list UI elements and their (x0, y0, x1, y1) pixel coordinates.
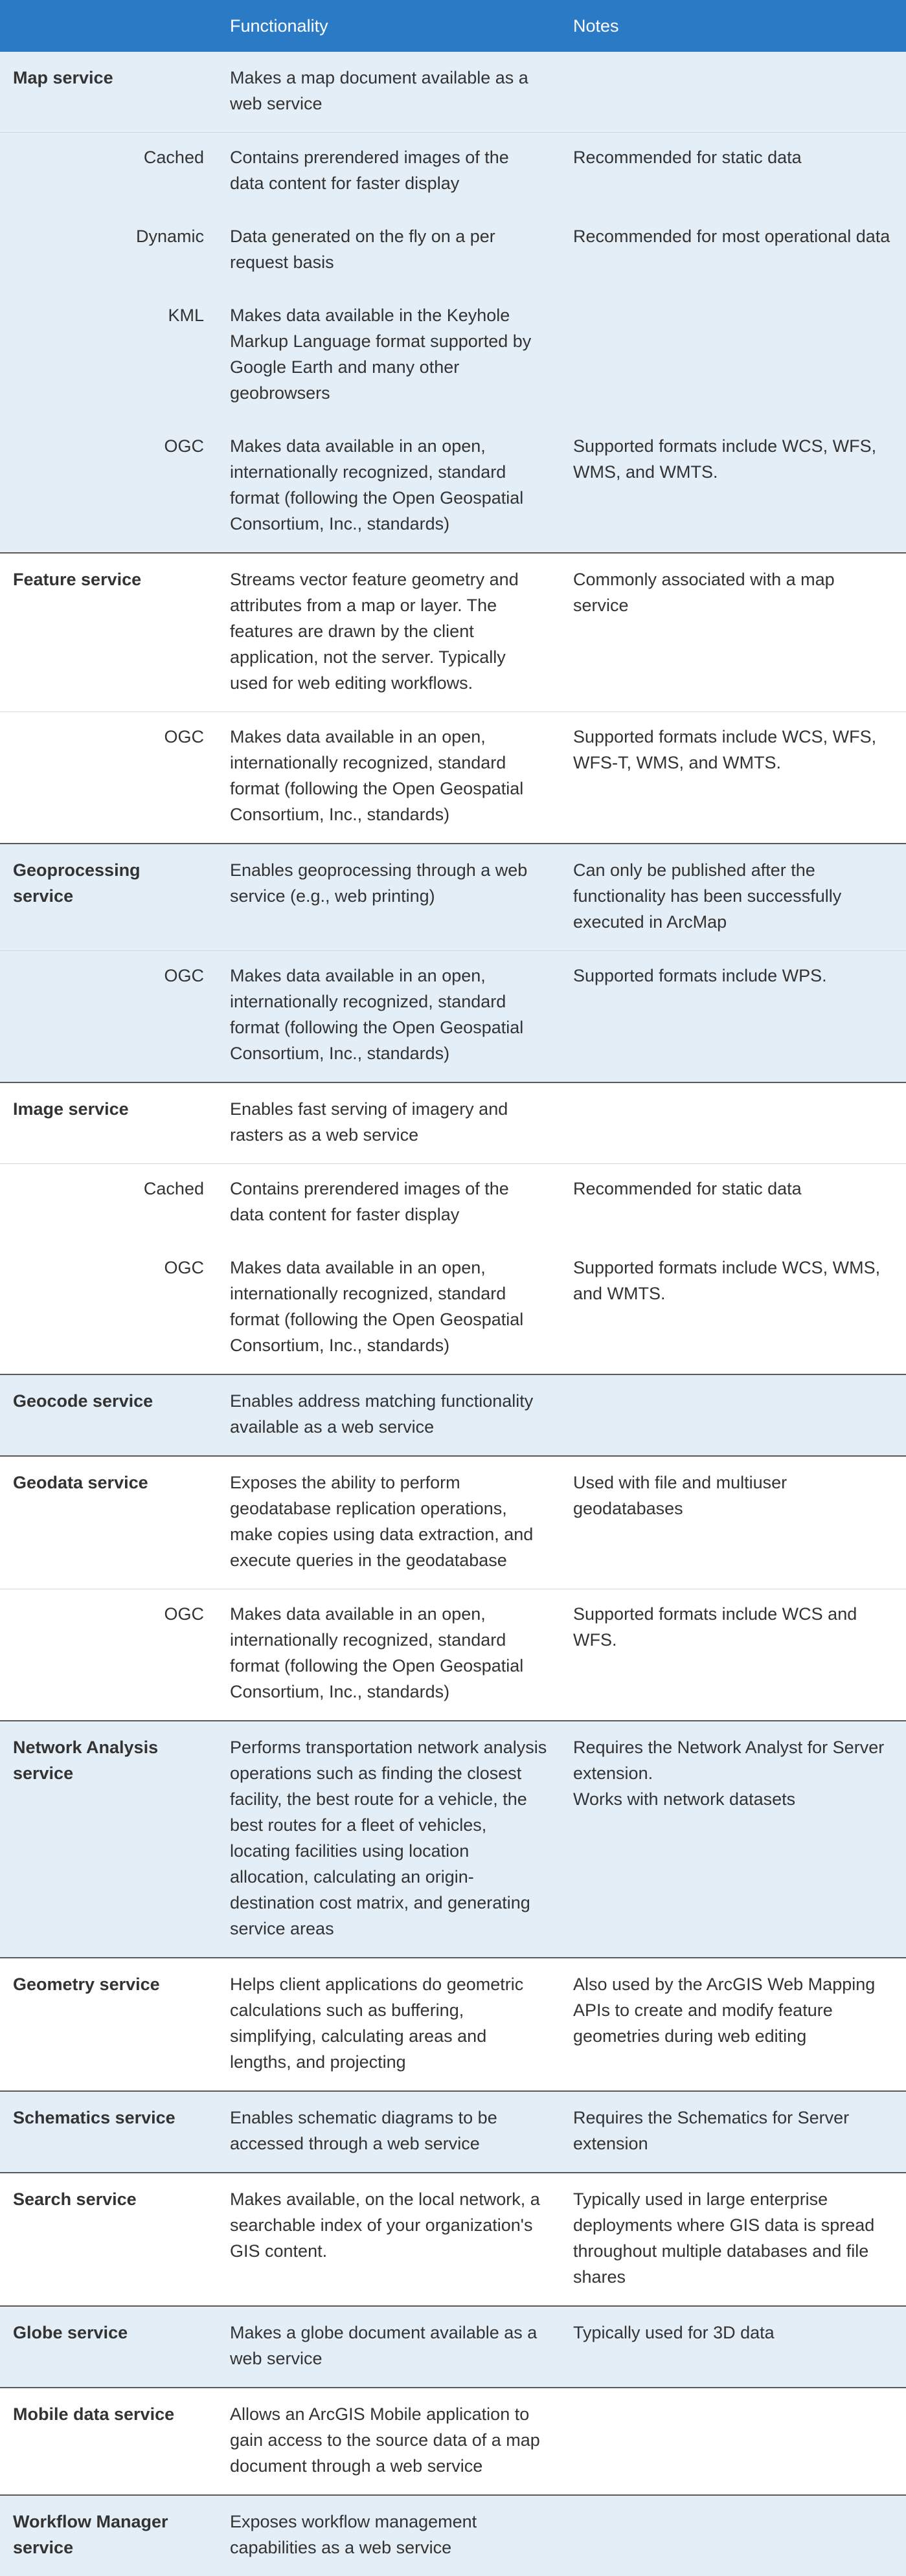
notes-cell: Also used by the ArcGIS Web Mapping APIs to create and modify feature geometries during web editing (560, 1958, 906, 2091)
notes-cell: Typically used in large enterprise deployments where GIS data is spread throughout multiple databases and file shares (560, 2173, 906, 2306)
functionality-cell: Streams vector feature geometry and attributes from a map or layer. The features are drawn by the client application, not the server. Typically used for web editing workflows. (217, 553, 560, 712)
service-name: Geodata service (0, 1456, 217, 1589)
service-group (0, 2173, 906, 2306)
service-group (0, 1721, 906, 1958)
functionality-cell: Contains prerendered images of the data content for faster display (217, 133, 560, 212)
service-row (0, 2495, 906, 2576)
functionality-cell: Enables fast serving of imagery and rasters as a web service (217, 1082, 560, 1164)
service-subtype: Cached (0, 133, 217, 212)
notes-cell (560, 2495, 906, 2576)
service-group (0, 52, 906, 553)
sub-service-row (0, 1164, 906, 1244)
service-row (0, 1456, 906, 1589)
service-name: Geometry service (0, 1958, 217, 2091)
notes-cell: Typically used for 3D data (560, 2306, 906, 2388)
service-group (0, 1082, 906, 1374)
service-row (0, 1374, 906, 1456)
service-group (0, 2388, 906, 2495)
service-group (0, 844, 906, 1082)
header-row (0, 0, 906, 52)
header-notes: Notes (560, 0, 906, 52)
notes-cell: Supported formats include WCS and WFS. (560, 1589, 906, 1721)
notes-cell: Can only be published after the functionality has been successfully executed in ArcMap (560, 844, 906, 951)
functionality-cell: Contains prerendered images of the data content for faster display (217, 1164, 560, 1244)
notes-cell: Supported formats include WPS. (560, 951, 906, 1083)
functionality-cell: Makes available, on the local network, a searchable index of your organization's GIS content. (217, 2173, 560, 2306)
notes-cell: Recommended for static data (560, 1164, 906, 1244)
notes-cell (560, 1374, 906, 1456)
service-row (0, 1082, 906, 1164)
service-group (0, 1374, 906, 1456)
notes-cell: Supported formats include WCS, WMS, and WMTS. (560, 1243, 906, 1374)
notes-cell: Requires the Schematics for Server extension (560, 2091, 906, 2173)
service-row (0, 52, 906, 133)
sub-service-row (0, 212, 906, 291)
service-group (0, 1958, 906, 2091)
sub-service-row (0, 291, 906, 421)
functionality-cell: Makes data available in an open, internationally recognized, standard format (following the Open Geospatial Consortium, Inc., standards) (217, 1589, 560, 1721)
service-subtype: OGC (0, 951, 217, 1083)
functionality-cell: Makes data available in an open, internationally recognized, standard format (following the Open Geospatial Consortium, Inc., standards) (217, 421, 560, 553)
functionality-cell: Makes data available in an open, internationally recognized, standard format (following the Open Geospatial Consortium, Inc., standards) (217, 951, 560, 1083)
notes-cell: Used with file and multiuser geodatabases (560, 1456, 906, 1589)
header-blank (0, 0, 217, 52)
notes-cell (560, 52, 906, 133)
functionality-cell: Data generated on the fly on a per request basis (217, 212, 560, 291)
service-name: Geoprocessing service (0, 844, 217, 951)
service-row (0, 2091, 906, 2173)
notes-cell: Requires the Network Analyst for Server extension. Works with network datasets (560, 1721, 906, 1958)
sub-service-row (0, 1589, 906, 1721)
service-row (0, 2173, 906, 2306)
sub-service-row (0, 712, 906, 844)
notes-cell: Supported formats include WCS, WFS, WFS-T, WMS, and WMTS. (560, 712, 906, 844)
service-group (0, 1456, 906, 1721)
sub-service-row (0, 1243, 906, 1374)
service-row (0, 2388, 906, 2495)
functionality-cell: Helps client applications do geometric calculations such as buffering, simplifying, calculating areas and lengths, and projecting (217, 1958, 560, 2091)
table-header (0, 0, 906, 52)
service-name: Search service (0, 2173, 217, 2306)
functionality-cell: Makes data available in the Keyhole Markup Language format supported by Google Earth and many other geobrowsers (217, 291, 560, 421)
sub-service-row (0, 133, 906, 212)
service-name: Feature service (0, 553, 217, 712)
notes-cell: Supported formats include WCS, WFS, WMS, and WMTS. (560, 421, 906, 553)
service-name: Schematics service (0, 2091, 217, 2173)
service-row (0, 553, 906, 712)
service-group (0, 553, 906, 844)
functionality-cell: Makes a globe document available as a web service (217, 2306, 560, 2388)
service-subtype: Dynamic (0, 212, 217, 291)
service-name: Image service (0, 1082, 217, 1164)
service-subtype: OGC (0, 421, 217, 553)
service-group (0, 2306, 906, 2388)
functionality-cell: Exposes the ability to perform geodatabase replication operations, make copies using data extraction, and execute queries in the geodatabase (217, 1456, 560, 1589)
sub-service-row (0, 421, 906, 553)
functionality-cell: Makes data available in an open, internationally recognized, standard format (following the Open Geospatial Consortium, Inc., standards) (217, 1243, 560, 1374)
notes-cell (560, 1082, 906, 1164)
sub-service-row (0, 951, 906, 1083)
functionality-cell: Makes a map document available as a web service (217, 52, 560, 133)
service-name: Map service (0, 52, 217, 133)
service-name: Globe service (0, 2306, 217, 2388)
service-name: Mobile data service (0, 2388, 217, 2495)
service-group (0, 2495, 906, 2576)
functionality-cell: Enables address matching functionality available as a web service (217, 1374, 560, 1456)
functionality-cell: Enables geoprocessing through a web service (e.g., web printing) (217, 844, 560, 951)
service-row (0, 1958, 906, 2091)
notes-cell (560, 291, 906, 421)
service-subtype: Cached (0, 1164, 217, 1244)
notes-cell: Recommended for most operational data (560, 212, 906, 291)
functionality-cell: Allows an ArcGIS Mobile application to gain access to the source data of a map document through a web service (217, 2388, 560, 2495)
service-subtype: KML (0, 291, 217, 421)
service-row (0, 1721, 906, 1958)
service-subtype: OGC (0, 1589, 217, 1721)
header-functionality: Functionality (217, 0, 560, 52)
notes-cell (560, 2388, 906, 2495)
functionality-cell: Enables schematic diagrams to be accessed through a web service (217, 2091, 560, 2173)
service-name: Network Analysis service (0, 1721, 217, 1958)
service-subtype: OGC (0, 712, 217, 844)
notes-cell: Commonly associated with a map service (560, 553, 906, 712)
service-name: Workflow Manager service (0, 2495, 217, 2576)
functionality-cell: Makes data available in an open, internationally recognized, standard format (following the Open Geospatial Consortium, Inc., standards) (217, 712, 560, 844)
service-name: Geocode service (0, 1374, 217, 1456)
notes-cell: Recommended for static data (560, 133, 906, 212)
functionality-cell: Performs transportation network analysis operations such as finding the closest facility, the best route for a vehicle, the best routes for a fleet of vehicles, locating facilities using location allocation, calculating an origin-destination cost matrix, and generating service areas (217, 1721, 560, 1958)
service-subtype: OGC (0, 1243, 217, 1374)
service-row (0, 2306, 906, 2388)
service-row (0, 844, 906, 951)
functionality-cell: Exposes workflow management capabilities as a web service (217, 2495, 560, 2576)
service-group (0, 2091, 906, 2173)
